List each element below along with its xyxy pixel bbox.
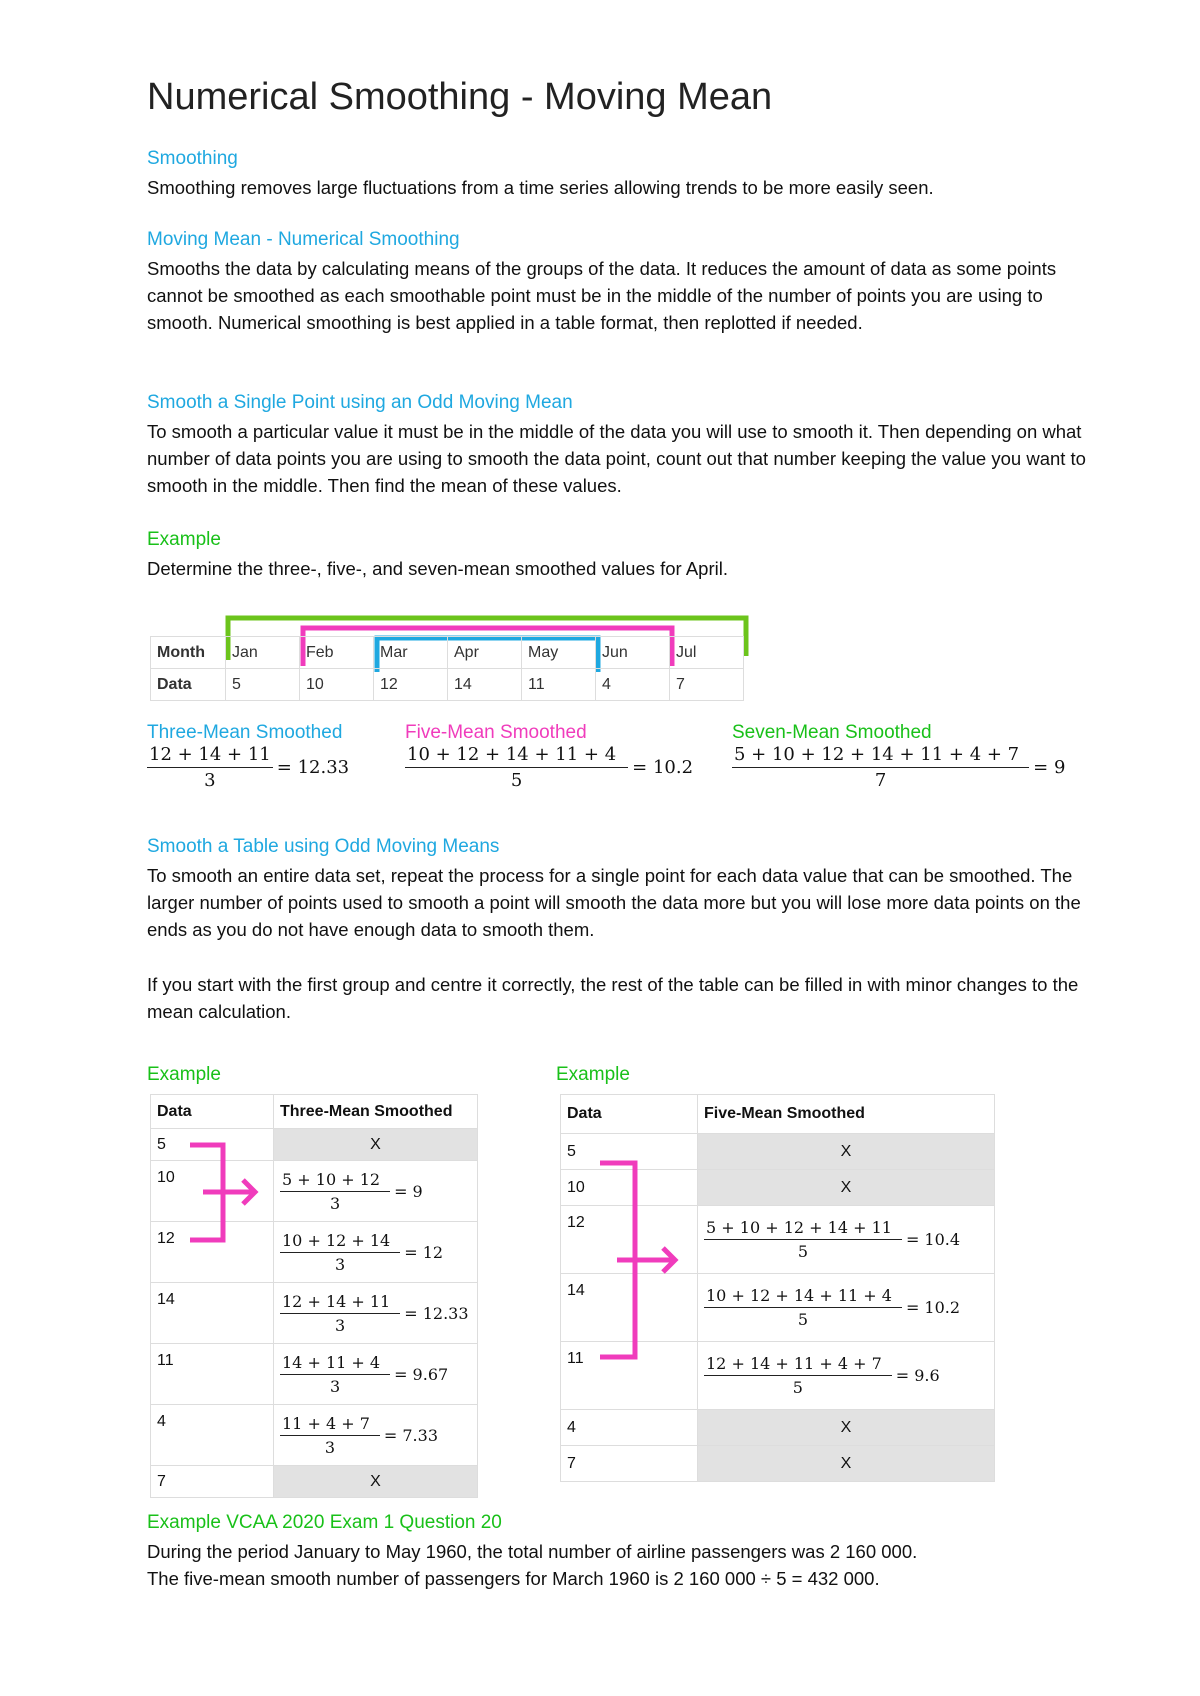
data-cell: 4 xyxy=(596,669,670,701)
denominator: 5 xyxy=(792,1378,803,1397)
result: = 10.2 xyxy=(905,1298,961,1317)
table-smoothing-text-2: If you start with the first group and centre it correctly, the rest of the table can be filled in with minor changes to the mean calculation. xyxy=(147,974,1079,1022)
data-cell: 7 xyxy=(561,1446,698,1482)
data-cell: 4 xyxy=(561,1410,698,1446)
smoothed-cell xyxy=(274,1222,478,1283)
header-smoothed: Three-Mean Smoothed xyxy=(274,1095,478,1129)
smoothed-cell xyxy=(698,1274,995,1342)
data-cell: 7 xyxy=(151,1466,274,1498)
numerator: 10 + 12 + 14 + 11 + 4 xyxy=(405,744,628,768)
data-cell: 5 xyxy=(226,669,300,701)
denominator: 5 xyxy=(797,1242,809,1261)
smoothed-cell xyxy=(698,1206,995,1274)
page-title: Numerical Smoothing - Moving Mean xyxy=(147,76,773,118)
data-cell: 10 xyxy=(561,1170,698,1206)
numerator: 5 + 10 + 12 + 14 + 11 xyxy=(704,1218,902,1240)
denominator: 5 xyxy=(510,770,523,791)
month-cell: Jan xyxy=(226,637,300,669)
numerator: 10 + 12 + 14 + 11 + 4 xyxy=(704,1286,902,1308)
formula-label: Seven-Mean Smoothed xyxy=(732,722,932,743)
data-cell: 11 xyxy=(151,1344,274,1405)
header-data: Data xyxy=(151,1095,274,1129)
example-label-five: Example xyxy=(556,1064,630,1085)
result: = 12 xyxy=(404,1242,444,1262)
month-cell: Feb xyxy=(300,637,374,669)
numerator: 5 + 10 + 12 xyxy=(280,1170,390,1192)
data-cell: 14 xyxy=(151,1283,274,1344)
data-cell: 5 xyxy=(561,1134,698,1170)
result: = 9 xyxy=(1033,757,1066,778)
numerator: 12 + 14 + 11 xyxy=(280,1292,400,1314)
row-label: Month xyxy=(151,637,226,669)
smoothed-cell xyxy=(274,1161,478,1222)
table-smoothing-text-1: To smooth an entire data set, repeat the process for a single point for each data value that can be smoothed. The larger number of points used to smooth a point will smooth the data more but you will lose more data points on the ends as you do not have enough data to smooth them. xyxy=(147,865,1081,940)
not-smoothed-cell: X xyxy=(698,1134,995,1170)
single-point-text: To smooth a particular value it must be in the middle of the data you will use to smooth it. Then depending on what number of data points you are using to smooth the data point, count out that number keeping the value you want to smooth in the middle. Then find the mean of these values. xyxy=(147,421,1086,496)
not-smoothed-cell: X xyxy=(698,1410,995,1446)
month-cell: May xyxy=(522,637,596,669)
numerator: 12 + 14 + 11 + 4 + 7 xyxy=(704,1354,892,1376)
denominator: 3 xyxy=(204,770,216,791)
example-1-text: Determine the three-, five-, and seven-mean smoothed values for April. xyxy=(147,558,728,579)
denominator: 3 xyxy=(329,1376,341,1396)
heading-example-1: Example xyxy=(147,529,221,550)
table-row xyxy=(151,1405,478,1466)
not-smoothed-cell: X xyxy=(698,1170,995,1206)
data-row xyxy=(151,669,744,701)
numerator: 10 + 12 + 14 xyxy=(280,1231,400,1253)
result: = 10.4 xyxy=(905,1230,961,1249)
denominator: 3 xyxy=(329,1193,341,1213)
header-data: Data xyxy=(561,1095,698,1134)
result: = 9.67 xyxy=(394,1364,449,1384)
data-cell: 12 xyxy=(561,1206,698,1274)
month-cell: Mar xyxy=(374,637,448,669)
data-cell: 7 xyxy=(670,669,744,701)
numerator: 14 + 11 + 4 xyxy=(280,1353,390,1375)
heading-vcaa-example: Example VCAA 2020 Exam 1 Question 20 xyxy=(147,1512,502,1533)
month-row xyxy=(151,637,744,669)
five-mean-arrow-icon xyxy=(595,1155,685,1375)
denominator: 7 xyxy=(874,770,887,791)
data-cell: 14 xyxy=(561,1274,698,1342)
table-row xyxy=(561,1446,995,1482)
heading-single-point: Smooth a Single Point using an Odd Moving Mean xyxy=(147,392,573,413)
data-cell: 10 xyxy=(300,669,374,701)
vcaa-line-2: The five-mean smooth number of passengers for March 1960 is 2 160 000 ÷ 5 = 432 000. xyxy=(147,1568,880,1589)
smoothing-text: Smoothing removes large fluctuations from a time series allowing trends to be more easily seen. xyxy=(147,177,934,198)
month-cell: Apr xyxy=(448,637,522,669)
heading-moving-mean: Moving Mean - Numerical Smoothing xyxy=(147,229,460,250)
smoothed-cell xyxy=(698,1342,995,1410)
moving-mean-text: Smooths the data by calculating means of the groups of the data. It reduces the amount of data as some points cannot be smoothed as each smoothable point must be in the middle of the number of points you are using to smooth. Numerical smoothing is best applied in a table format, then replotted if needed. xyxy=(147,258,1057,333)
result: = 10.2 xyxy=(632,757,694,778)
denominator: 5 xyxy=(797,1310,809,1329)
smoothed-cell xyxy=(274,1344,478,1405)
example-label-three: Example xyxy=(147,1064,221,1085)
data-cell: 12 xyxy=(374,669,448,701)
data-cell: 12 xyxy=(151,1222,274,1283)
data-cell: 14 xyxy=(448,669,522,701)
numerator: 5 + 10 + 12 + 14 + 11 + 4 + 7 xyxy=(732,744,1029,768)
five-mean-formula xyxy=(405,722,693,791)
not-smoothed-cell: X xyxy=(274,1466,478,1498)
smoothed-cell xyxy=(274,1283,478,1344)
seven-mean-formula xyxy=(732,722,1065,791)
table-row xyxy=(151,1344,478,1405)
three-mean-arrow-icon xyxy=(185,1135,265,1265)
heading-smoothing: Smoothing xyxy=(147,148,238,169)
smoothed-cell xyxy=(274,1405,478,1466)
heading-table-smoothing: Smooth a Table using Odd Moving Means xyxy=(147,836,500,857)
result: = 12.33 xyxy=(276,757,350,778)
vcaa-line-1: During the period January to May 1960, the total number of airline passengers was 2 160 000. xyxy=(147,1541,918,1562)
data-cell: 10 xyxy=(151,1161,274,1222)
table-row xyxy=(561,1410,995,1446)
month-cell: Jun xyxy=(596,637,670,669)
table-row xyxy=(151,1466,478,1498)
three-mean-formula xyxy=(147,722,349,791)
not-smoothed-cell: X xyxy=(698,1446,995,1482)
not-smoothed-cell: X xyxy=(274,1129,478,1161)
row-label: Data xyxy=(151,669,226,701)
data-cell: 4 xyxy=(151,1405,274,1466)
numerator: 11 + 4 + 7 xyxy=(280,1414,380,1436)
formula-label: Three-Mean Smoothed xyxy=(147,722,343,743)
data-cell: 5 xyxy=(151,1129,274,1161)
result: = 9.6 xyxy=(895,1366,940,1385)
denominator: 3 xyxy=(335,1315,346,1335)
result: = 9 xyxy=(394,1181,423,1201)
denominator: 3 xyxy=(324,1437,336,1457)
result: = 12.33 xyxy=(404,1303,469,1323)
month-cell: Jul xyxy=(670,637,744,669)
month-data-table xyxy=(150,636,744,701)
denominator: 3 xyxy=(335,1254,346,1274)
data-cell: 11 xyxy=(522,669,596,701)
header-smoothed: Five-Mean Smoothed xyxy=(698,1095,995,1134)
numerator: 12 + 14 + 11 xyxy=(147,744,273,768)
data-cell: 11 xyxy=(561,1342,698,1410)
formula-label: Five-Mean Smoothed xyxy=(405,722,587,743)
table-row xyxy=(151,1283,478,1344)
result: = 7.33 xyxy=(383,1425,438,1445)
